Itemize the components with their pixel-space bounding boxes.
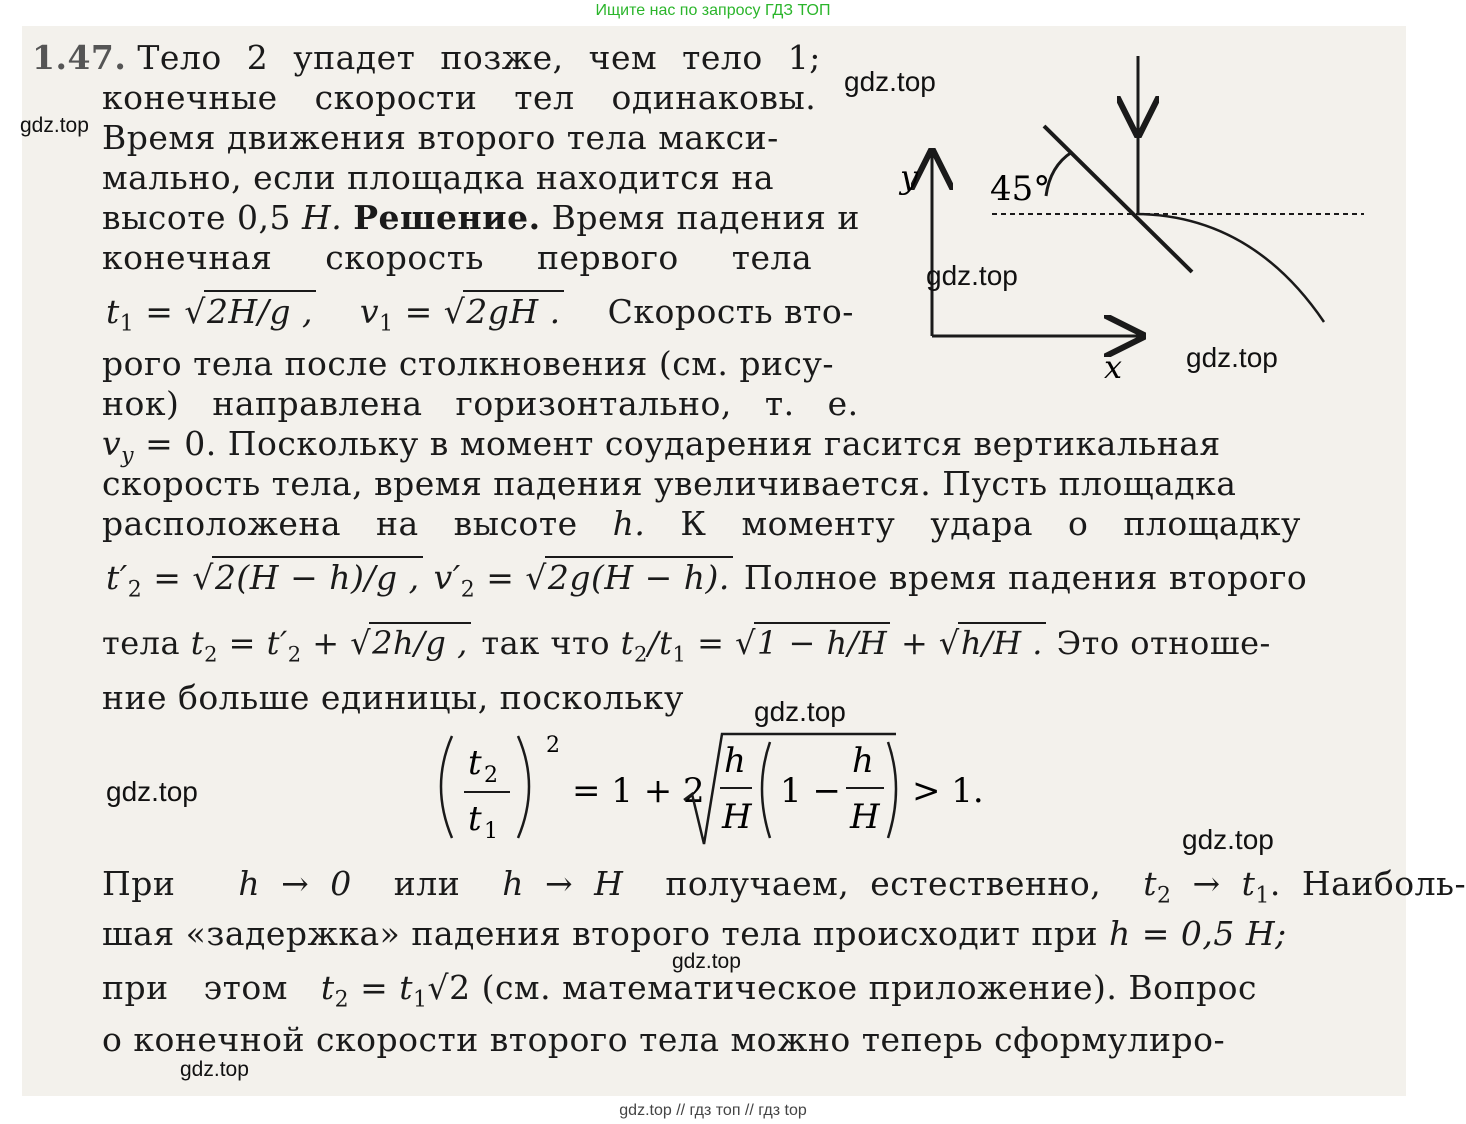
text-segment: = 0. Поскольку в момент соударения гасится вертикальная [145, 424, 1221, 463]
text-line-4 [102, 158, 774, 197]
text-segment: так что [481, 624, 610, 662]
math-operator: = √ [486, 558, 547, 597]
math-symbol: t [620, 624, 635, 662]
watermark: gdz.top [672, 950, 741, 973]
math-symbol: v [359, 292, 380, 331]
text-segment: Время падения и [551, 198, 860, 237]
text-line-16 [102, 864, 1466, 909]
text-segment: получаем, естественно, [665, 864, 1102, 903]
math-operator: = √ [404, 292, 466, 331]
problem-number: 1.47. [32, 38, 127, 77]
text-line-6 [102, 238, 812, 277]
math-subscript: 2 [460, 577, 476, 603]
text-segment: нок) направлена горизонтально, т. е. [102, 384, 859, 423]
math-subscript: y [121, 443, 135, 469]
display-formula [422, 726, 982, 851]
text-line-7 [106, 292, 854, 337]
text-line-9 [102, 384, 859, 423]
text-line-11 [102, 464, 1236, 503]
text-segment: тела [102, 624, 181, 662]
math-symbol: /t [647, 624, 673, 662]
math-subscript: 2 [334, 987, 350, 1013]
text-segment: Время движения второго тела макси- [102, 118, 779, 157]
collision-diagram [872, 66, 1372, 386]
math-subscript: 1 [413, 987, 428, 1013]
math-operator: = √ [153, 558, 214, 597]
formula-eq: = 1 + 2 [572, 771, 705, 811]
text-line-19 [102, 1020, 1225, 1059]
text-segment: H. [301, 198, 343, 237]
text-segment: рого тела после столкновения (см. рису- [102, 344, 835, 383]
text-segment: при этом [102, 968, 288, 1007]
math-symbol: h → 0 [238, 864, 352, 903]
text-line-5 [102, 198, 860, 237]
text-segment: ние больше единицы, поскольку [102, 678, 684, 717]
math-symbol: v [102, 424, 122, 463]
math-radicand: 1 − h/H [754, 622, 890, 662]
math-operator: + √ [900, 624, 960, 662]
math-subscript: 1 [1255, 883, 1270, 909]
text-segment: конечная скорость первого тела [102, 238, 813, 277]
text-segment: конечные скорости тел одинаковы. [102, 78, 817, 117]
text-line-8 [102, 344, 834, 383]
math-symbol: h → H [502, 864, 624, 903]
math-symbol: = t [360, 968, 414, 1007]
one-minus: 1 − [780, 771, 841, 811]
footer-links[interactable]: gdz.top // гдз топ // гдз top [619, 1102, 807, 1119]
watermark: gdz.top [106, 776, 198, 807]
top-banner[interactable]: Ищите нас по запросу ГДЗ ТОП [595, 2, 831, 19]
text-segment: скорость тела, время падения увеличивается. Пусть площадка [102, 464, 1237, 503]
math-radicand: 2h/g , [369, 622, 471, 662]
math-symbol: t′ [106, 558, 128, 597]
watermark: gdz.top [180, 1058, 249, 1081]
angle-label: 45° [990, 169, 1051, 209]
math-subscript: 2 [127, 577, 143, 603]
math-symbol: = t′ [228, 624, 288, 662]
text-segment: (см. математическое приложение). Вопрос [481, 968, 1257, 1007]
text-segment: К моменту удара о площадку [680, 504, 1301, 543]
watermark: gdz.top [1186, 342, 1278, 373]
trajectory [1138, 214, 1324, 322]
math-radical: √2 [427, 968, 471, 1007]
text-segment: высоте 0,5 [102, 198, 291, 237]
text-line-12 [102, 504, 1301, 543]
math-symbol: → t [1192, 864, 1256, 903]
math-symbol: t [1143, 864, 1158, 903]
y-axis-label: y [900, 158, 919, 196]
math-operator: + √ [312, 624, 372, 662]
math-symbol: t [106, 292, 120, 331]
text-line-13 [106, 558, 1307, 603]
inner-H-den: H [850, 797, 880, 837]
x-axis-label: x [1104, 348, 1123, 386]
inner-h-num: h [852, 741, 874, 781]
math-operator: = √ [697, 624, 756, 662]
math-subscript: 1 [379, 311, 394, 337]
text-line-2 [102, 78, 816, 117]
math-symbol: t [320, 968, 335, 1007]
inclined-platform [1044, 126, 1192, 272]
text-segment: или [393, 864, 461, 903]
math-radicand: 2(H − h)/g , [212, 556, 423, 597]
math-radicand: h/H . [958, 622, 1046, 662]
sqrt-H-den: H [722, 797, 752, 837]
text-segment: При [102, 864, 176, 903]
frac-den-t: t [468, 799, 482, 839]
watermark: gdz.top [844, 66, 936, 97]
frac-den-sub: 1 [484, 819, 498, 844]
solution-heading: Решение. [353, 198, 541, 237]
math-subscript: 2 [287, 642, 302, 667]
math-radicand: 2g(H − h). [545, 556, 733, 597]
text-segment: Скорость вто- [607, 292, 854, 331]
text-segment: мально, если площадка находится на [102, 158, 775, 197]
text-line-1 [32, 38, 842, 77]
formula-gt: > 1. [912, 771, 984, 811]
text-segment: Полное время падения второго [743, 558, 1308, 597]
text-segment: Это отноше- [1056, 624, 1271, 662]
math-subscript: 2 [634, 642, 648, 667]
math-operator: = √ [145, 292, 206, 331]
sqrt-h-num: h [724, 741, 746, 781]
math-symbol: t [190, 624, 205, 662]
math-subscript: 1 [119, 311, 135, 337]
text-line-10 [102, 424, 1221, 469]
power: 2 [546, 733, 560, 758]
math-symbol: h = 0,5 H; [1109, 914, 1287, 953]
text-segment: Тело 2 упадет позже, чем тело 1; [137, 38, 821, 77]
text-segment: расположена на высоте [102, 504, 578, 543]
watermark: gdz.top [754, 696, 846, 727]
text-line-18 [102, 968, 1257, 1013]
math-subscript: 1 [672, 642, 687, 667]
text-segment: шая «задержка» падения второго тела происходит при [102, 914, 1099, 953]
watermark: gdz.top [926, 260, 1018, 291]
math-radicand: 2gH . [463, 290, 563, 331]
text-line-17 [102, 914, 1287, 953]
math-subscript: 2 [204, 642, 218, 667]
math-symbol: h. [612, 504, 646, 543]
text-segment: . Наиболь- [1269, 864, 1466, 903]
math-symbol: v′ [433, 558, 461, 597]
text-line-14 [102, 624, 1271, 666]
text-line-15 [102, 678, 684, 717]
watermark: gdz.top [1182, 824, 1274, 855]
frac-num-t: t [468, 743, 482, 783]
math-radicand: 2H/g , [204, 290, 316, 331]
frac-num-sub: 2 [484, 763, 498, 788]
watermark: gdz.top [20, 114, 89, 137]
textbook-page [22, 26, 1466, 1096]
text-line-3 [102, 118, 779, 157]
math-subscript: 2 [1157, 883, 1172, 909]
text-segment: о конечной скорости второго тела можно теперь сформулиро- [102, 1020, 1226, 1059]
